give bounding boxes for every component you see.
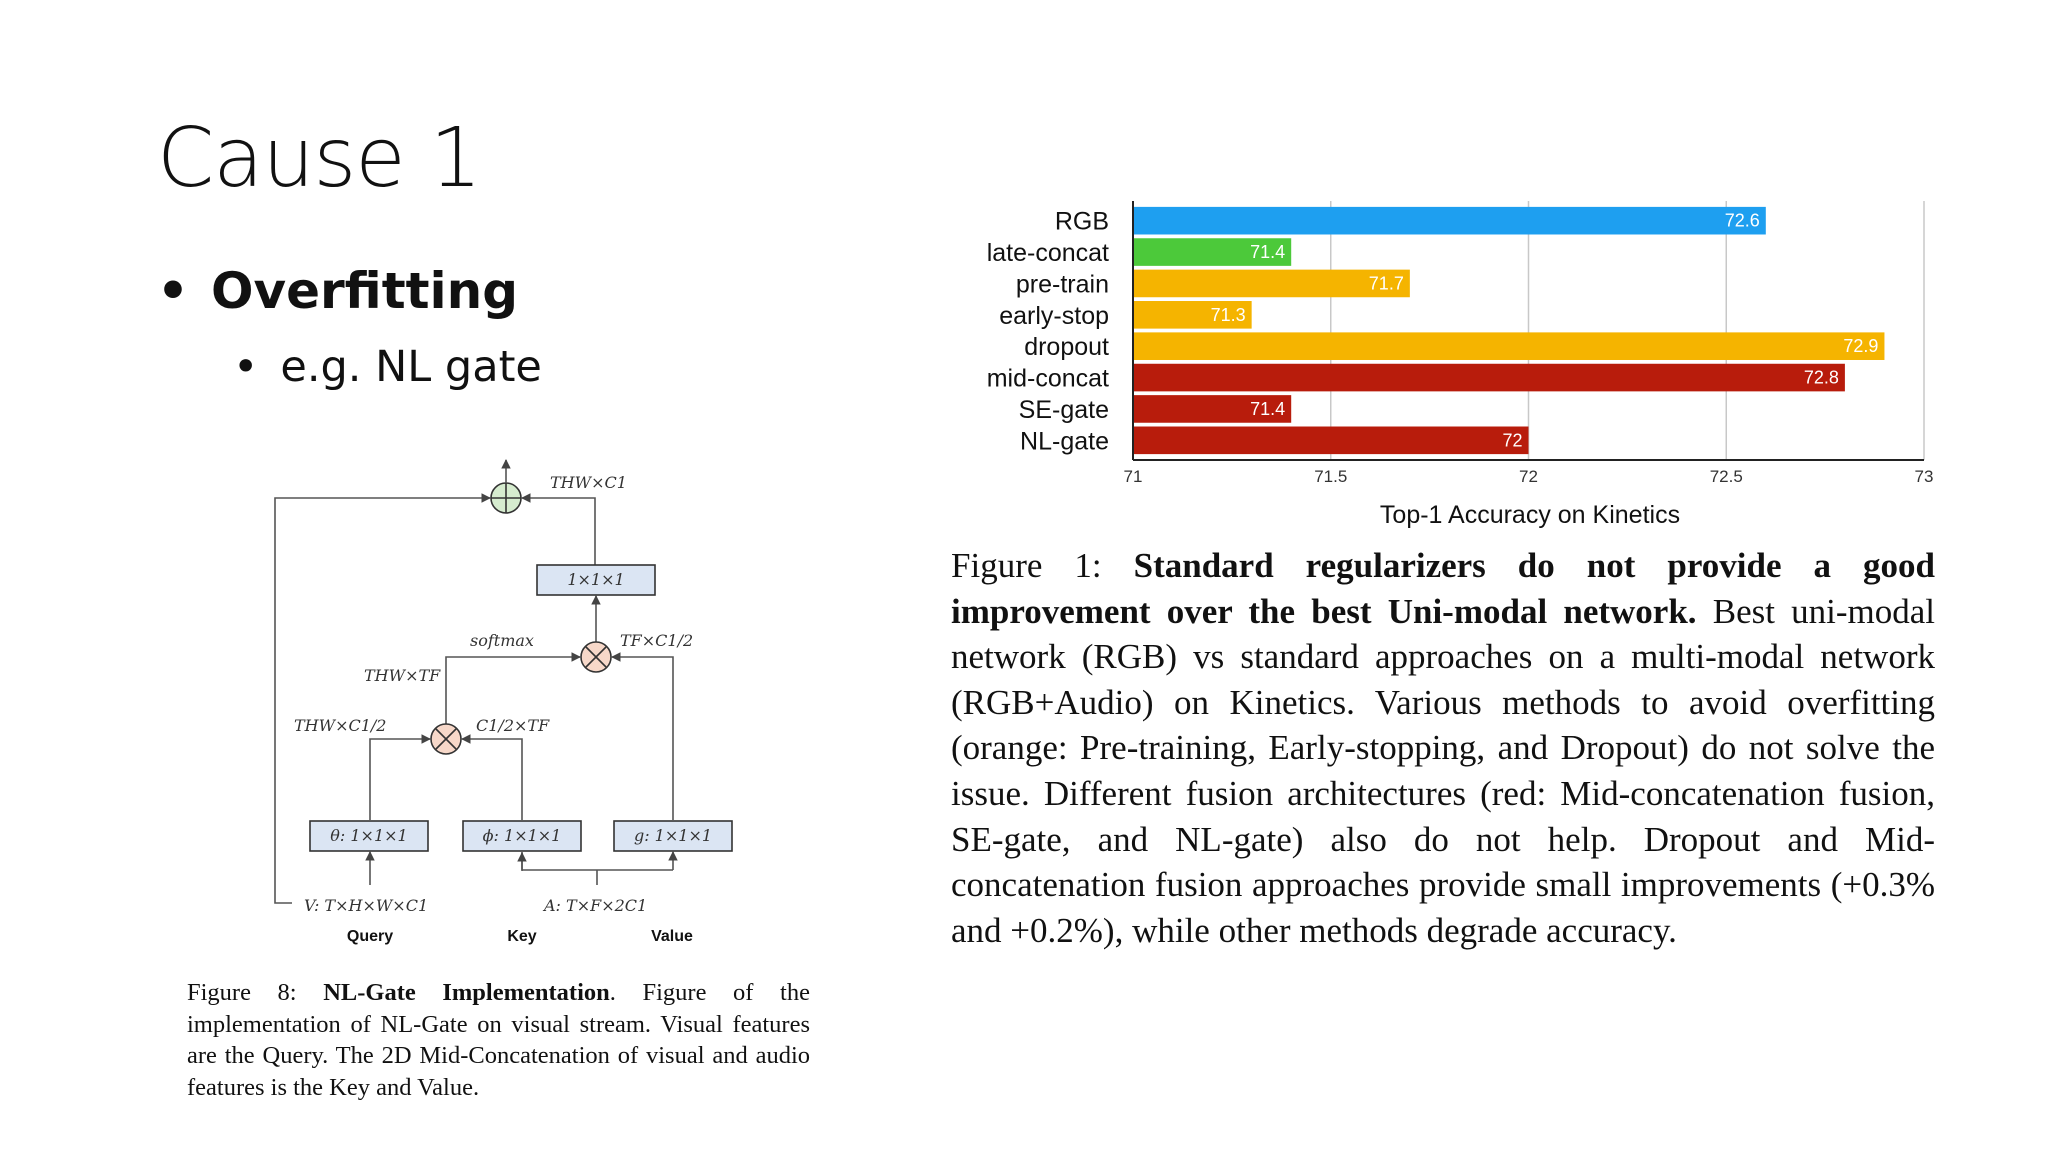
- figure-8-text: . Figure of the implementation of NL-Gate on visual stream. Visual features are the Query. The 2D Mid-Concatenation of visual and audio features is the Key and Value.: [187, 979, 810, 1101]
- softmax-label: softmax: [470, 631, 534, 650]
- sum-node: [491, 483, 521, 513]
- category-label: late-concat: [986, 239, 1109, 268]
- phi-to-lower-mult: [462, 739, 522, 820]
- category-label: dropout: [1024, 333, 1109, 362]
- bullet-overfitting-text: Overfitting: [210, 262, 519, 320]
- data-label: 71.4: [1250, 398, 1286, 419]
- bullet-overfitting: [157, 262, 519, 320]
- bar-RGB: [1134, 207, 1766, 235]
- bar-dropout: [1134, 332, 1884, 360]
- data-label: 72.6: [1724, 210, 1760, 231]
- category-label: mid-concat: [986, 364, 1109, 393]
- figure-1-title: Standard regularizers do not provide a good improvement over the best Uni-modal network.: [951, 546, 1935, 631]
- figure-8-caption: [187, 977, 810, 1103]
- x-axis-label: Top-1 Accuracy on Kinetics: [1379, 501, 1681, 529]
- top-node-to-sum: [522, 498, 595, 565]
- sub-bullet-nl-gate: [233, 342, 542, 392]
- x-tick-label: 72.5: [1709, 467, 1743, 486]
- lower-multiply-node: [431, 724, 461, 754]
- slide-title: Cause 1: [157, 111, 481, 206]
- bar-NL-gate: [1134, 427, 1529, 455]
- dim-sum-label: THW×C1: [550, 473, 627, 492]
- x-tick-label: 72: [1519, 467, 1538, 486]
- dim-tf-c12-label: TF×C1/2: [620, 631, 694, 650]
- nl-gate-diagram: [270, 455, 750, 960]
- query-label: Query: [346, 928, 394, 945]
- input-a-label: A: T×F×2C1: [544, 896, 648, 915]
- theta-node-label: θ: 1×1×1: [330, 826, 408, 845]
- data-label: 71.7: [1368, 273, 1404, 294]
- dim-thw-tf-label: THW×TF: [364, 666, 441, 685]
- data-label: 72.8: [1803, 367, 1839, 388]
- figure-1-text: Best uni-modal network (RGB) vs standard approaches on a multi-modal network (RGB+Audio) on Kinetics. Various methods to avoid overfitting (orange: Pre-training, Early-stopping, and Dropout) do not solve the issue. Different fusion architectures (red: Mid-concatenation fusion, SE-gate, and NL-gate) also do not help. Dropout and Mid-concatenation fusion approaches provide small improvements (+0.3% and +0.2%), while other methods degrade accuracy.: [951, 591, 1936, 950]
- value-label: Value: [651, 928, 693, 945]
- input-v-label: V: T×H×W×C1: [304, 896, 429, 915]
- figure-8-prefix: Figure 8:: [187, 979, 324, 1006]
- figure-8-title: NL-Gate Implementation: [323, 979, 610, 1006]
- data-label: 71.4: [1250, 242, 1286, 263]
- bullet-dot: •: [233, 342, 259, 392]
- dim-thw-c12-label: THW×C1/2: [294, 716, 387, 735]
- theta-to-lower-mult: [370, 739, 430, 820]
- g-node-label: g: 1×1×1: [633, 826, 713, 845]
- data-label: 72.9: [1843, 336, 1879, 357]
- category-label: SE-gate: [1018, 395, 1109, 424]
- top-conv-label: 1×1×1: [567, 570, 625, 589]
- bullet-dot: •: [157, 262, 189, 320]
- x-tick-label: 71: [1123, 467, 1143, 486]
- x-tick-label: 73: [1914, 467, 1934, 486]
- bar-mid-concat: [1134, 364, 1845, 392]
- data-label: 71.3: [1210, 304, 1246, 325]
- dim-c12-tf-label: C1/2×TF: [476, 716, 550, 735]
- category-label: NL-gate: [1020, 427, 1109, 456]
- key-label: Key: [507, 928, 537, 945]
- a-to-phi-g: [522, 852, 673, 885]
- category-label: RGB: [1054, 207, 1109, 236]
- figure-1-caption: [951, 543, 1935, 953]
- x-tick-label: 71.5: [1314, 467, 1348, 486]
- phi-node-label: ϕ: 1×1×1: [482, 826, 562, 845]
- figure-1-prefix: Figure 1:: [951, 546, 1134, 585]
- accuracy-bar-chart: [950, 195, 1940, 530]
- upper-multiply-node: [581, 642, 611, 672]
- category-label: early-stop: [999, 301, 1109, 330]
- value-to-upper-mult: [612, 657, 673, 820]
- bar-layer: [1134, 207, 1884, 454]
- data-label: 72: [1502, 430, 1523, 451]
- sub-bullet-text: e.g. NL gate: [280, 342, 542, 392]
- category-label: pre-train: [1015, 270, 1109, 299]
